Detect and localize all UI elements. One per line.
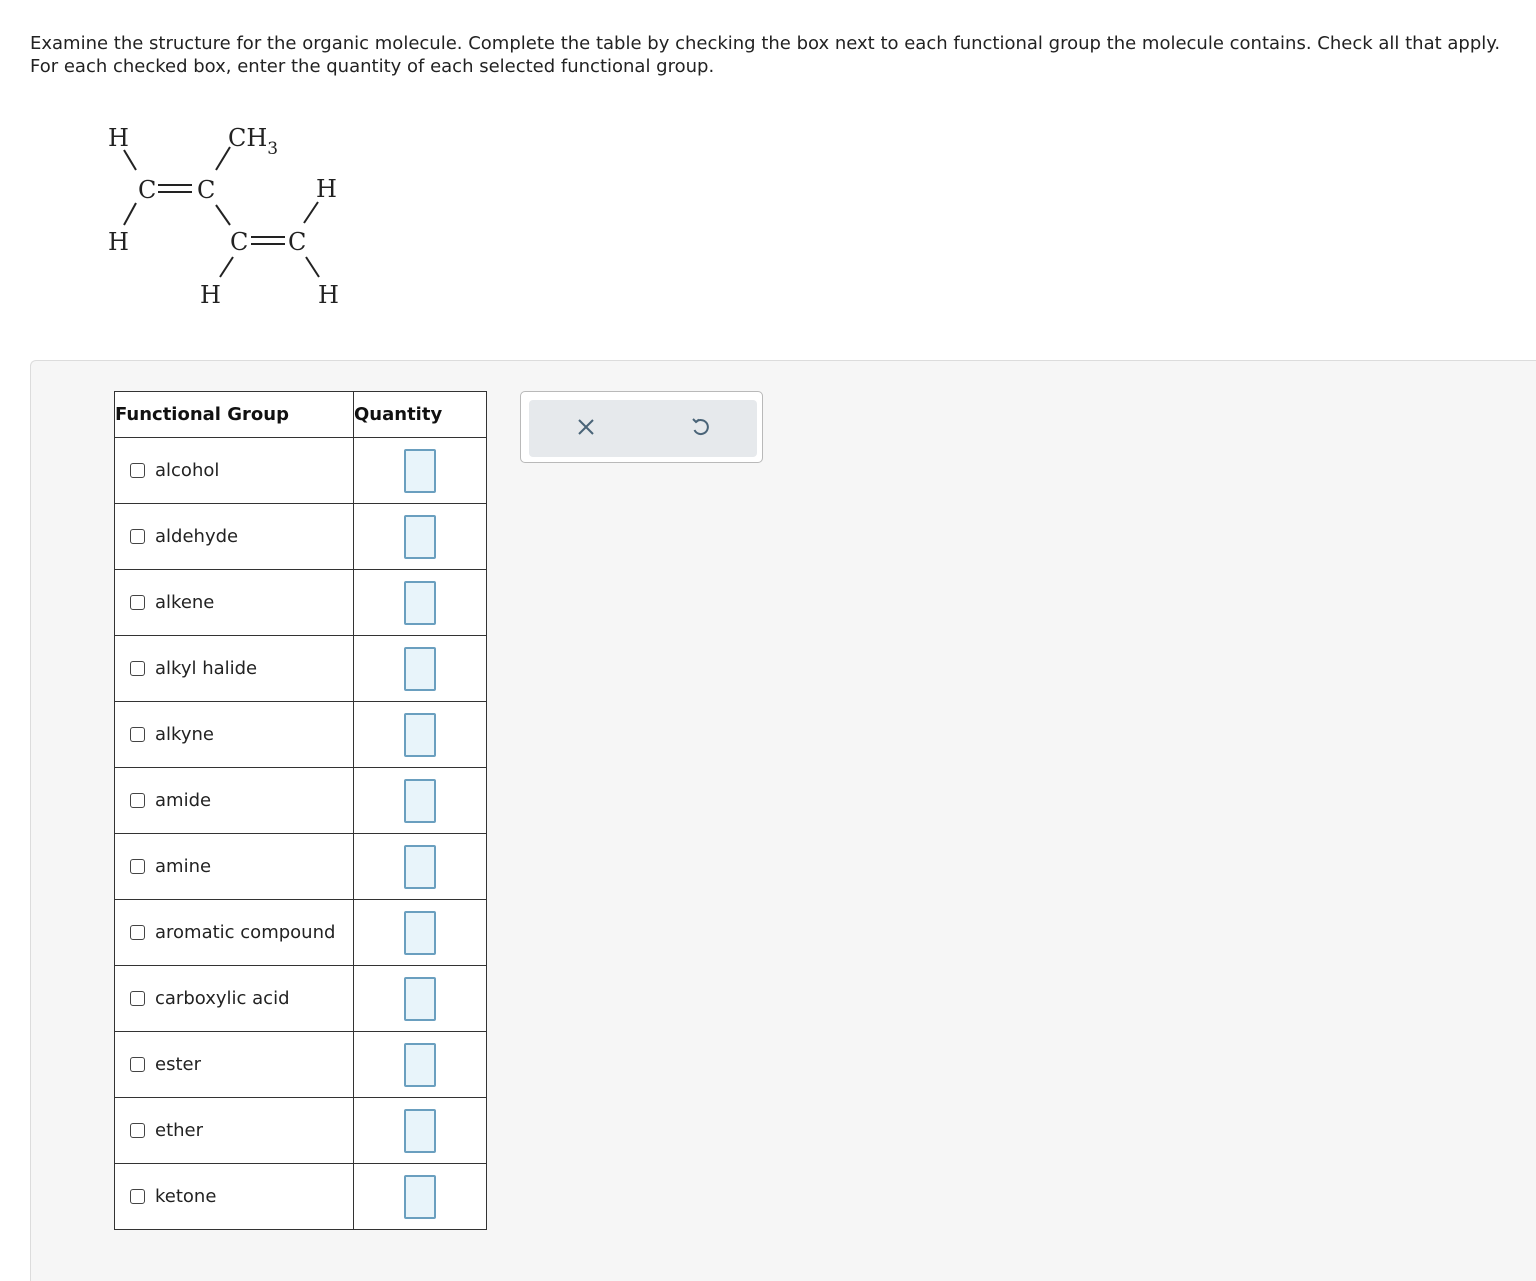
quantity-cell <box>354 966 487 1032</box>
functional-group-option[interactable] <box>115 658 353 679</box>
quantity-cell <box>354 1032 487 1098</box>
functional-group-cell <box>115 1098 354 1164</box>
functional-group-cell <box>115 504 354 570</box>
quantity-input[interactable] <box>404 1043 436 1087</box>
functional-group-checkbox[interactable] <box>130 727 145 742</box>
table-row <box>115 636 487 702</box>
functional-group-option[interactable] <box>115 790 353 811</box>
quantity-cell <box>354 768 487 834</box>
quantity-cell <box>354 1098 487 1164</box>
functional-group-option[interactable] <box>115 988 353 1009</box>
atom-c: C <box>197 176 216 204</box>
functional-group-checkbox[interactable] <box>130 529 145 544</box>
functional-group-checkbox[interactable] <box>130 991 145 1006</box>
quantity-input[interactable] <box>404 1175 436 1219</box>
atom-h: H <box>318 281 339 309</box>
functional-group-checkbox[interactable] <box>130 1123 145 1138</box>
bond-c4-h-top <box>304 202 318 223</box>
quantity-input[interactable] <box>404 845 436 889</box>
bond-c4-h-bottom <box>306 257 319 277</box>
functional-group-label: ether <box>155 1120 204 1141</box>
quantity-cell <box>354 702 487 768</box>
functional-group-label: ester <box>155 1054 201 1075</box>
functional-group-checkbox[interactable] <box>130 859 145 874</box>
functional-group-option[interactable] <box>115 724 353 745</box>
functional-group-option[interactable] <box>115 592 353 613</box>
functional-group-cell <box>115 1164 354 1230</box>
table-row <box>115 504 487 570</box>
functional-group-checkbox[interactable] <box>130 661 145 676</box>
quantity-input[interactable] <box>404 713 436 757</box>
undo-button[interactable] <box>685 414 715 444</box>
functional-group-cell <box>115 834 354 900</box>
functional-group-checkbox[interactable] <box>130 595 145 610</box>
quantity-input[interactable] <box>404 581 436 625</box>
bond-h-c1-lower <box>124 203 136 225</box>
quantity-cell <box>354 900 487 966</box>
functional-group-checkbox[interactable] <box>130 463 145 478</box>
functional-group-label: aromatic compound <box>155 922 336 943</box>
bond-c2-c3 <box>216 205 230 225</box>
functional-group-option[interactable] <box>115 1186 353 1207</box>
quantity-input[interactable] <box>404 911 436 955</box>
quantity-input[interactable] <box>404 1109 436 1153</box>
functional-group-cell <box>115 900 354 966</box>
functional-group-label: ketone <box>155 1186 217 1207</box>
quantity-input[interactable] <box>404 977 436 1021</box>
atom-h: H <box>108 124 129 152</box>
quantity-cell <box>354 438 487 504</box>
table-row <box>115 570 487 636</box>
question-instructions: Examine the structure for the organic molecule. Complete the table by checking the box next to each functional group the molecule contains. Check all that apply. For each checked box, enter the quantity of each selected functional group. <box>30 33 1501 77</box>
functional-group-label: alcohol <box>155 460 220 481</box>
table-row <box>115 900 487 966</box>
quantity-input[interactable] <box>404 779 436 823</box>
quantity-input[interactable] <box>404 449 436 493</box>
bond-h-c1 <box>124 150 136 170</box>
table-row <box>115 1098 487 1164</box>
atom-h: H <box>108 228 129 256</box>
undo-icon <box>690 417 710 441</box>
functional-group-option[interactable] <box>115 1054 353 1075</box>
atom-h: H <box>200 281 221 309</box>
quantity-cell <box>354 504 487 570</box>
functional-group-cell <box>115 438 354 504</box>
close-icon <box>577 418 595 440</box>
header-quantity: Quantity <box>354 392 487 438</box>
functional-group-option[interactable] <box>115 922 353 943</box>
table-row <box>115 1164 487 1230</box>
functional-group-label: amide <box>155 790 212 811</box>
functional-group-option[interactable] <box>115 526 353 547</box>
functional-group-label: carboxylic acid <box>155 988 290 1009</box>
molecule-structure <box>100 115 360 315</box>
table-row <box>115 966 487 1032</box>
table-row <box>115 438 487 504</box>
functional-group-label: aldehyde <box>155 526 239 547</box>
functional-group-checkbox[interactable] <box>130 925 145 940</box>
functional-group-label: alkyl halide <box>155 658 258 679</box>
atom-c: C <box>230 228 249 256</box>
atom-h: H <box>316 175 337 203</box>
quantity-cell <box>354 834 487 900</box>
functional-group-checkbox[interactable] <box>130 1057 145 1072</box>
functional-group-checkbox[interactable] <box>130 1189 145 1204</box>
functional-group-label: alkene <box>155 592 215 613</box>
functional-group-cell <box>115 1032 354 1098</box>
atom-ch3: $CH_3$ <box>228 124 279 159</box>
functional-group-table <box>114 391 487 1230</box>
functional-group-option[interactable] <box>115 1120 353 1141</box>
table-row <box>115 834 487 900</box>
functional-group-cell <box>115 768 354 834</box>
functional-group-cell <box>115 702 354 768</box>
functional-group-cell <box>115 966 354 1032</box>
functional-group-checkbox[interactable] <box>130 793 145 808</box>
header-functional-group: Functional Group <box>115 392 354 438</box>
bond-c3-h <box>220 257 233 277</box>
functional-group-label: amine <box>155 856 212 877</box>
table-row <box>115 702 487 768</box>
atom-c: C <box>288 228 307 256</box>
quantity-cell <box>354 636 487 702</box>
answer-tools <box>520 391 763 463</box>
functional-group-cell <box>115 570 354 636</box>
quantity-cell <box>354 1164 487 1230</box>
table-row <box>115 1032 487 1098</box>
table-row <box>115 768 487 834</box>
functional-group-option[interactable] <box>115 856 353 877</box>
atom-c: C <box>138 176 157 204</box>
functional-group-cell <box>115 636 354 702</box>
quantity-input[interactable] <box>404 647 436 691</box>
functional-group-option[interactable] <box>115 460 353 481</box>
quantity-input[interactable] <box>404 515 436 559</box>
quantity-cell <box>354 570 487 636</box>
answer-tools-bar <box>529 400 757 457</box>
functional-group-label: alkyne <box>155 724 214 745</box>
clear-button[interactable] <box>571 414 601 444</box>
